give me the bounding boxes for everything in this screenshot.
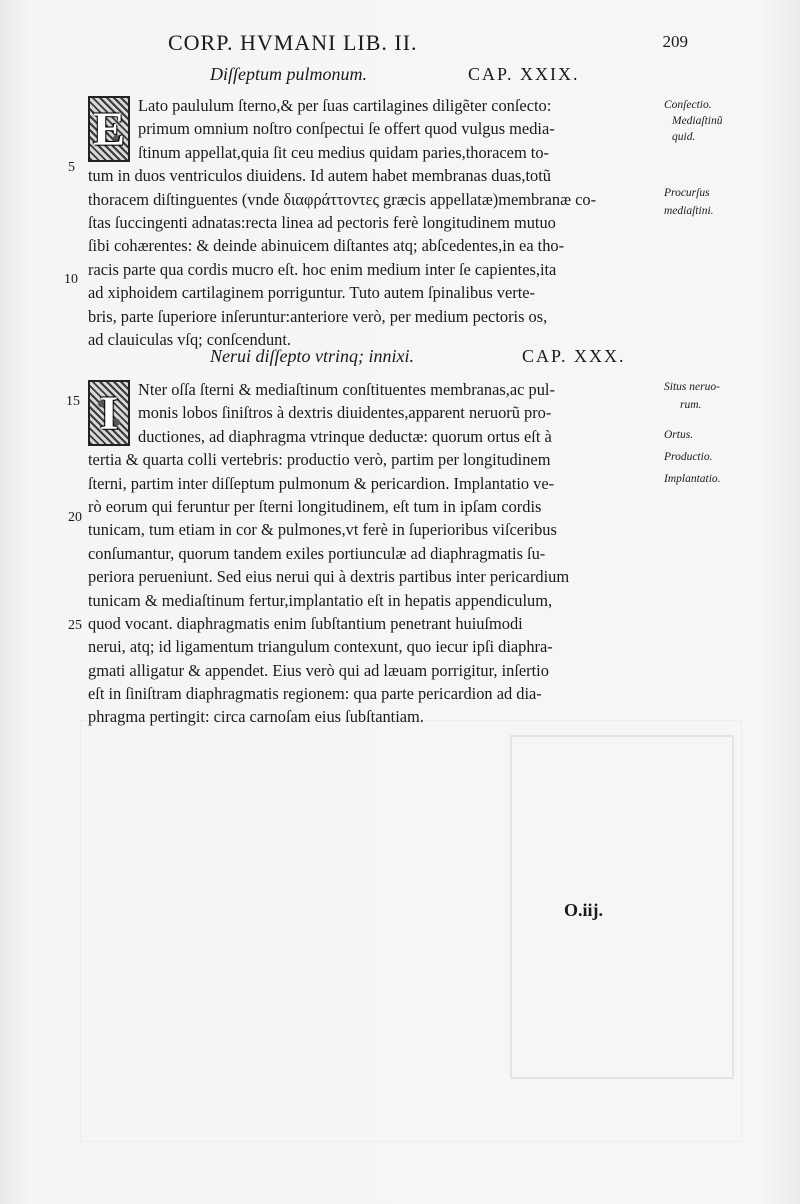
line-number: 15 <box>66 394 80 409</box>
text-line: Lato paululum ſterno,& per ſuas cartilagines diligẽter conſecto: <box>138 96 552 115</box>
text-line: bris, parte ſuperiore inſeruntur:anteriore verò, per medium pectoris os, <box>88 306 548 326</box>
text-line: periora perueniunt. Sed eius nerui qui à dextris partibus inter pericardium <box>88 567 570 587</box>
chapter-29-text <box>88 94 654 351</box>
text-line: tunicam, tum etiam in cor & pulmones,vt ferè in ſuperioribus viſceribus <box>88 520 557 540</box>
chapter-30-title: Nerui diſſepto vtrinq; innixi. <box>210 346 414 366</box>
running-head <box>150 30 710 58</box>
margin-note: Situs neruo- <box>664 381 720 393</box>
chapter-30-number: CAP. XXX. <box>522 346 626 366</box>
chapter-29-heading <box>90 64 660 92</box>
text-line: gmati alligatur & appendet. Eius verò qui ad læuam porrigitur, inſertio <box>88 660 549 680</box>
text-line: tum in duos ventriculos diuidens. Id autem habet membranas duas,totũ <box>88 166 551 186</box>
margin-note: Procurſus <box>664 187 710 199</box>
running-head-title: CORP. HVMANI LIB. II. <box>168 30 418 55</box>
text-line: tunicam & mediaſtinum fertur,implantatio eſt in hepatis appendiculum, <box>88 590 553 610</box>
line-number: 25 <box>68 618 82 633</box>
text-line: quod vocant. diaphragmatis enim ſubſtantium penetrant huiuſmodi <box>88 613 523 633</box>
line-number: 5 <box>68 160 75 175</box>
chapter-30-text <box>88 378 654 729</box>
text-line: ſibi cohærentes: & deinde abinuicem diſtantes atq; abſcedentes,in ea tho- <box>88 236 565 256</box>
margin-note: rum. <box>680 399 702 411</box>
text-line: primum omnium noſtro conſpectui ſe offert quod vulgus media- <box>138 119 555 139</box>
text-line: Nter oſſa ſterni & mediaſtinum conſtituentes membranas,ac pul- <box>138 380 555 399</box>
text-line: monis lobos ſiniſtros à dextris diuidentes,apparent neruorũ pro- <box>138 403 552 423</box>
text-line: tertia & quarta colli vertebris: productio verò, partim per longitudinem <box>88 450 551 470</box>
text-line: nerui, atq; id ligamentum triangulum contexunt, quo iecur ipſi diaphra- <box>88 637 553 657</box>
text-line: rò eorum qui feruntur per ſterni longitudinem, eſt tum in ipſam cordis <box>88 496 542 516</box>
folio-number: 209 <box>662 32 688 51</box>
text-line: ad xiphoidem cartilaginem porriguntur. Tuto autem ſpinalibus verte- <box>88 283 536 303</box>
chapter-29-title: Diſſeptum pulmonum. <box>210 64 367 84</box>
show-through-caption-box <box>510 735 734 1079</box>
decorated-initial-i: I <box>88 380 130 446</box>
text-line: ſtinum appellat,quia ſit ceu medius quidam paries,thoracem to- <box>138 142 550 162</box>
signature-mark: O.iij. <box>564 900 603 920</box>
line-number: 20 <box>68 510 82 525</box>
text-line: ſtas ſuccingenti adnatas:recta linea ad pectoris ferè longitudinem mutuo <box>88 212 556 232</box>
text-line: ſterni, partim inter diſſeptum pulmonum & pericardion. Implantatio ve- <box>88 473 555 493</box>
margin-note: Mediaſtinũ <box>672 115 723 127</box>
text-line: conſumantur, quorum tandem exiles portiunculæ ad diaphragmatis ſu- <box>88 543 546 563</box>
line-number: 10 <box>64 272 78 287</box>
margin-note: quid. <box>672 131 696 143</box>
margin-note: Productio. <box>664 451 713 463</box>
margin-note: mediaſtini. <box>664 205 714 217</box>
chapter-29-number: CAP. XXIX. <box>468 64 580 84</box>
text-line: eſt in ſiniſtram diaphragmatis regionem: qua parte pericardion ad dia- <box>88 684 542 704</box>
margin-note: Implantatio. <box>664 473 721 485</box>
chapter-30-heading <box>90 346 660 374</box>
text-line: thoracem diſtinguentes (vnde διαφράττοντες græcis appellatæ)membranæ co- <box>88 189 597 209</box>
margin-note: Ortus. <box>664 429 694 441</box>
text-line: ad clauiculas vſq; conſcendunt. <box>88 329 291 349</box>
text-line: ductiones, ad diaphragma vtrinque deductæ: quorum ortus eſt à <box>138 426 552 446</box>
margin-note: Conſectio. <box>664 99 712 111</box>
text-line: phragma pertingit: circa carnoſam eius ſubſtantiam. <box>88 707 424 727</box>
decorated-initial-e: E <box>88 96 130 162</box>
text-line: racis parte qua cordis mucro eſt. hoc enim medium inter ſe capientes,ita <box>88 259 557 279</box>
